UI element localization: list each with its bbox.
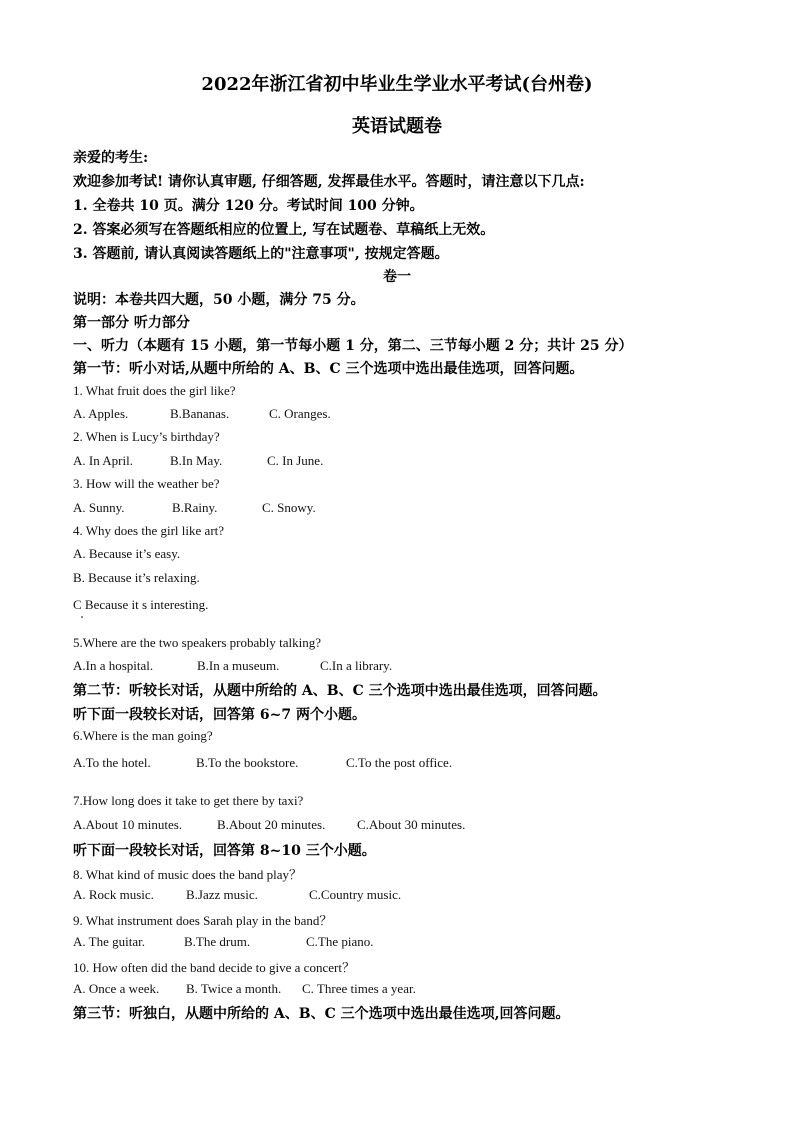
question-8: 8. What kind of music does the band play？ — [73, 867, 303, 882]
q2-option-b: B.In May. — [170, 453, 223, 468]
question-7: 7.How long does it take to get there by taxi? — [73, 793, 304, 808]
q10-option-c: C. Three times a year. — [302, 981, 416, 996]
q6-option-a: A.To the hotel. — [73, 755, 151, 770]
q9-option-b: B.The drum. — [184, 934, 251, 949]
exam-title: 2022年浙江省初中毕业生学业水平考试(台州卷) — [201, 74, 593, 95]
q5-option-b: B.In a museum. — [197, 658, 280, 673]
q3-option-c: C. Snowy. — [262, 500, 316, 515]
question-3: 3. How will the weather be? — [73, 476, 220, 491]
q9-option-c: C.The piano. — [306, 934, 374, 949]
q2-option-a: A. In April. — [73, 453, 133, 468]
rule-2: 2. 答案必须写在答题纸相应的位置上, 写在试题卷、草稿纸上无效。 — [73, 222, 495, 238]
q6-option-c: C.To the post office. — [346, 755, 453, 770]
q7-option-b: B.About 20 minutes. — [217, 817, 326, 832]
q10-option-b: B. Twice a month. — [186, 981, 282, 996]
q1-option-b: B.Bananas. — [170, 406, 230, 421]
question-1: 1. What fruit does the girl like? — [73, 383, 236, 398]
q9-option-a: A. The guitar. — [73, 934, 145, 949]
dialog-8-10-instruction: 听下面一段较长对话，回答第 8~10 三个小题。 — [73, 843, 376, 859]
volume-note: 说明：本卷共四大题，50 小题，满分 75 分。 — [73, 292, 365, 308]
q4-option-c: C Because it s interesting. — [73, 597, 209, 612]
question-6: 6.Where is the man going? — [73, 728, 213, 743]
rule-1: 1. 全卷共 10 页。满分 120 分。考试时间 100 分钟。 — [73, 198, 424, 214]
section2-heading: 第二节：听较长对话，从题中所给的 A、B、C 三个选项中选出最佳选项，回答问题。 — [73, 683, 607, 699]
q8-option-c: C.Country music. — [309, 887, 402, 902]
question-9: 9. What instrument does Sarah play in the band？ — [73, 913, 333, 928]
q4-option-a: A. Because it’s easy. — [73, 546, 181, 561]
dialog-6-7-instruction: 听下面一段较长对话，回答第 6~7 两个小题。 — [73, 707, 366, 723]
question-2: 2. When is Lucy’s birthday? — [73, 429, 220, 444]
q8-option-a: A. Rock music. — [73, 887, 154, 902]
q10-option-a: A. Once a week. — [73, 981, 160, 996]
q4-option-b: B. Because it’s relaxing. — [73, 570, 200, 585]
q8-option-b: B.Jazz music. — [186, 887, 258, 902]
q5-option-c: C.In a library. — [320, 658, 393, 673]
volume-label: 卷一 — [383, 269, 411, 285]
q5-option-a: A.In a hospital. — [73, 658, 154, 673]
q6-option-b: B.To the bookstore. — [196, 755, 299, 770]
q1-option-a: A. Apples. — [73, 406, 129, 421]
part-heading: 第一部分 听力部分 — [73, 315, 190, 331]
greeting: 亲爱的考生: — [73, 150, 149, 166]
q3-option-a: A. Sunny. — [73, 500, 125, 515]
question-10: 10. How often did the band decide to give a concert？ — [73, 960, 355, 975]
section-intro: 一、听力（本题有 15 小题，第一节每小题 1 分，第二、三节每小题 2 分；共计 25 分） — [73, 338, 633, 354]
stray-dot — [81, 616, 83, 618]
q2-option-c: C. In June. — [267, 453, 324, 468]
section1-heading: 第一节：听小对话,从题中所给的 A、B、C 三个选项中选出最佳选项，回答问题。 — [73, 361, 584, 377]
q3-option-b: B.Rainy. — [172, 500, 218, 515]
welcome-text: 欢迎参加考试! 请你认真审题, 仔细答题, 发挥最佳水平。答题时，请注意以下几点: — [73, 174, 585, 190]
section3-heading: 第三节：听独白，从题中所给的 A、B、C 三个选项中选出最佳选项,回答问题。 — [73, 1006, 570, 1022]
q1-option-c: C. Oranges. — [269, 406, 331, 421]
q7-option-a: A.About 10 minutes. — [73, 817, 183, 832]
question-5: 5.Where are the two speakers probably talking? — [73, 635, 321, 650]
exam-subtitle: 英语试题卷 — [352, 116, 442, 137]
rule-3: 3. 答题前, 请认真阅读答题纸上的"注意事项", 按规定答题。 — [73, 246, 449, 262]
question-4: 4. Why does the girl like art? — [73, 523, 225, 538]
q7-option-c: C.About 30 minutes. — [357, 817, 466, 832]
